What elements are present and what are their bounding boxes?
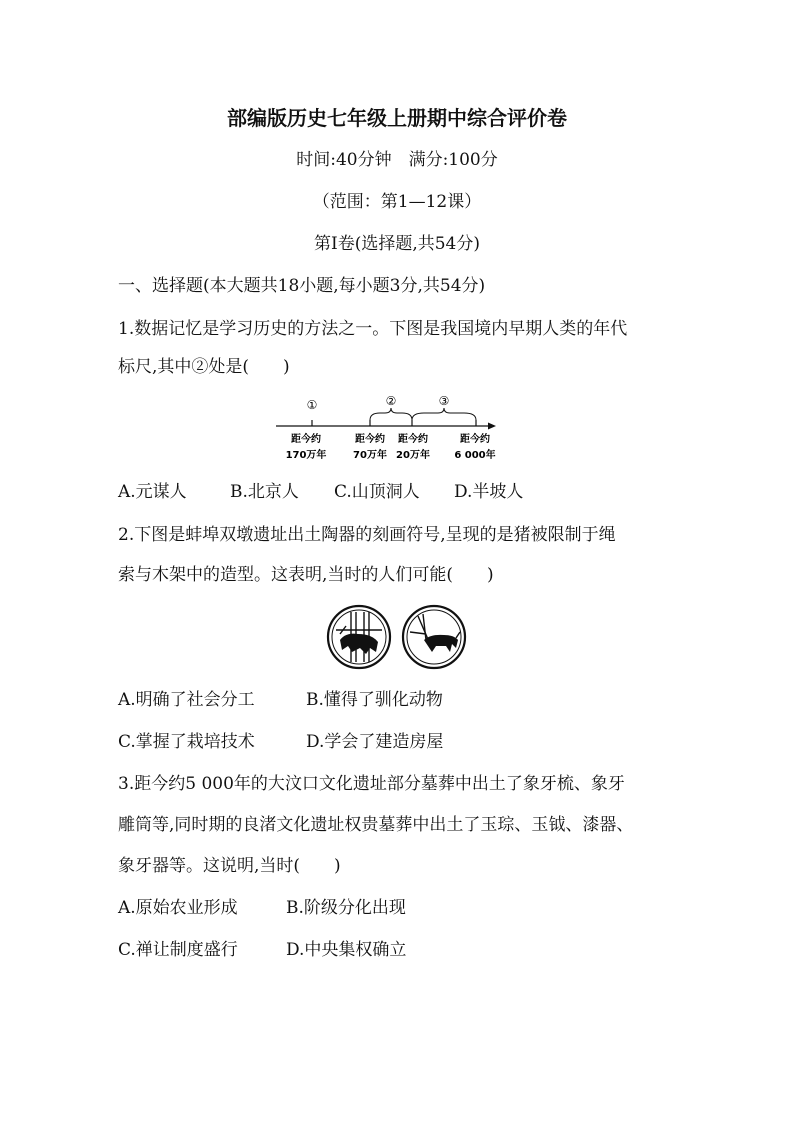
q2-pottery-symbols-figure: [326, 604, 468, 670]
q3-options-row1: [118, 896, 406, 920]
label-20-bottom: 20万年: [396, 450, 430, 461]
q2-stem-line2: 索与木架中的造型。这表明,当时的人们可能( ): [118, 565, 494, 585]
section-heading: 一、选择题(本大题共18小题,每小题3分,共54分): [118, 276, 486, 296]
label-70-top: 距今约: [355, 434, 385, 445]
q2-option-b: B.懂得了驯化动物: [306, 690, 443, 710]
label-170-bottom: 170万年: [285, 450, 327, 461]
q1-option-d: D.半坡人: [454, 482, 524, 502]
q3-option-d: D.中央集权确立: [286, 940, 407, 960]
marker-2: ②: [385, 394, 397, 408]
q2-stem-line1: 2.下图是蚌埠双墩遗址出土陶器的刻画符号,呈现的是猪被限制于绳: [118, 525, 616, 545]
q3-option-c: C.禅让制度盛行: [118, 940, 238, 960]
q3-option-b: B.阶级分化出现: [286, 898, 406, 918]
marker-1: ①: [306, 398, 318, 412]
pottery-symbol-left: [328, 606, 390, 668]
q3-stem-line3: 象牙器等。这说明,当时( ): [118, 856, 341, 876]
time-score-line: 时间:40分钟 满分:100分: [296, 150, 498, 170]
label-170-top: 距今约: [291, 434, 321, 445]
label-6000-top: 距今约: [460, 434, 490, 445]
label-6000-bottom: 6 000年: [454, 450, 496, 461]
q2-option-d: D.学会了建造房屋: [306, 732, 444, 752]
marker-3: ③: [438, 394, 450, 408]
part-heading: 第Ⅰ卷(选择题,共54分): [313, 234, 480, 254]
scope-line: （范围：第1—12课）: [312, 192, 482, 212]
brace-2: [370, 408, 412, 420]
q3-option-a: A.原始农业形成: [118, 898, 238, 918]
q1-stem-line2: 标尺,其中②处是( ): [118, 357, 290, 377]
q2-option-c: C.掌握了栽培技术: [118, 732, 255, 752]
pottery-symbol-right: [403, 606, 465, 668]
q2-option-a: A.明确了社会分工: [118, 690, 255, 710]
q1-timeline-figure: [270, 392, 530, 468]
label-20-top: 距今约: [398, 434, 428, 445]
q1-option-c: C.山顶洞人: [334, 482, 420, 502]
brace-3: [412, 408, 476, 420]
timeline-arrow-icon: [488, 423, 496, 430]
q3-stem-line1: 3.距今约5 000年的大汶口文化遗址部分墓葬中出土了象牙梳、象牙: [118, 774, 625, 794]
q2-options-row2: [118, 730, 443, 754]
q1-option-b: B.北京人: [230, 482, 299, 502]
q3-stem-line2: 雕筒等,同时期的良渚文化遗址权贵墓葬中出土了玉琮、玉钺、漆器、: [118, 815, 634, 835]
q1-stem-line1: 1.数据记忆是学习历史的方法之一。下图是我国境内早期人类的年代: [118, 319, 628, 339]
q3-options-row2: [118, 938, 406, 962]
q2-options-row1: [118, 688, 443, 712]
q1-options: [118, 480, 523, 504]
q1-option-a: A.元谋人: [118, 482, 187, 502]
label-70-bottom: 70万年: [353, 450, 387, 461]
exam-title: 部编版历史七年级上册期中综合评价卷: [227, 106, 567, 130]
